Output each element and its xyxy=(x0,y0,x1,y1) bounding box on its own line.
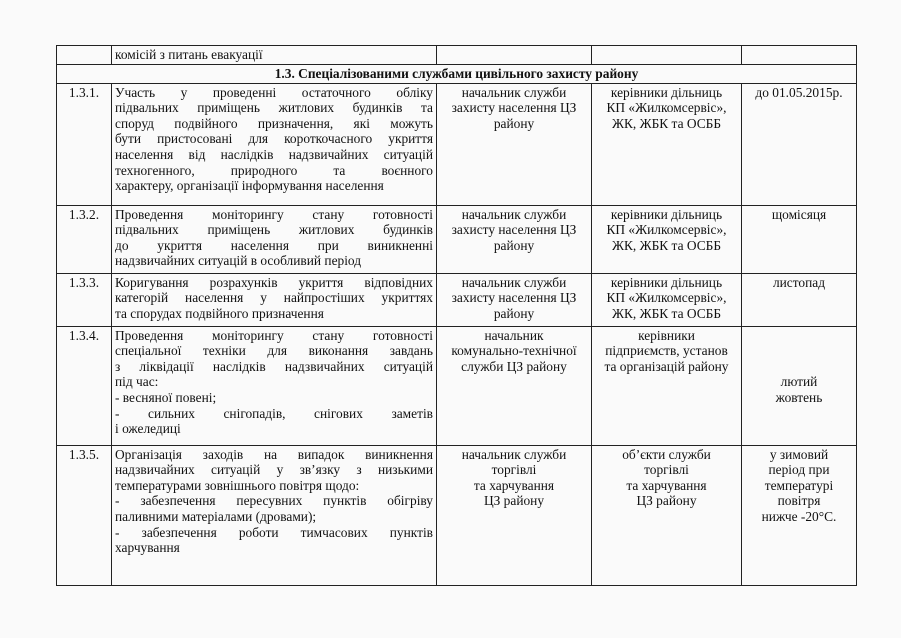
cell-text: комісій з питань евакуації xyxy=(115,47,263,62)
resp-line: начальник служби xyxy=(461,206,567,222)
resp-line: захисту населення ЦЗ xyxy=(451,100,577,116)
exec-line: КП «Жилкомсервіс», xyxy=(606,222,727,238)
desc-line: Проведення моніторингу стану готовності xyxy=(115,206,433,222)
exec-line: керівники дільниць xyxy=(610,206,723,222)
desc-cell xyxy=(112,326,437,445)
resp-line: ЦЗ району xyxy=(483,493,545,509)
desc-cell xyxy=(112,273,437,326)
exec-line: та організацій району xyxy=(604,358,729,374)
row-number: 1.3.2. xyxy=(57,205,112,273)
term-cell xyxy=(742,46,857,65)
desc-cell xyxy=(112,46,437,65)
exec-line: підприємств, установ xyxy=(605,343,728,359)
desc-line: характеру, організації інформування населення xyxy=(115,178,384,194)
resp-line: начальник xyxy=(484,327,544,343)
term-cell xyxy=(742,326,857,445)
term-cell xyxy=(742,273,857,326)
desc-cell xyxy=(112,445,437,585)
exec-line: ЖК, ЖБК та ОСББ xyxy=(611,115,722,131)
exec-line: торгівлі xyxy=(644,462,689,478)
desc-line: температурами зовнішнього повітря щодо: xyxy=(115,477,360,493)
row-number: 1.3.5. xyxy=(57,445,112,585)
resp-cell xyxy=(437,445,592,585)
resp-line: та харчування xyxy=(473,477,555,493)
resp-line: комунально-технічної xyxy=(451,343,577,359)
term-line: повітря xyxy=(777,493,821,509)
exec-cell xyxy=(592,83,742,205)
desc-line: та спорудах подвійного призначення xyxy=(115,305,324,321)
exec-cell xyxy=(592,205,742,273)
desc-line: під час: xyxy=(115,374,159,390)
desc-line: категорій населення у найпростіших укриттях xyxy=(115,290,433,306)
exec-line: керівники xyxy=(638,327,695,343)
desc-line: - забезпечення роботи тимчасових пунктів xyxy=(115,524,433,540)
exec-line: КП «Жилкомсервіс», xyxy=(606,290,727,306)
exec-line: керівники дільниць xyxy=(610,84,723,100)
resp-line: захисту населення ЦЗ xyxy=(451,290,577,306)
desc-line: - весняної повені; xyxy=(115,389,217,405)
resp-cell xyxy=(437,205,592,273)
desc-line: паливними матеріалами (дровами); xyxy=(115,508,317,524)
table-row xyxy=(57,326,857,445)
desc-line: - забезпечення пересувних пунктів обігріву xyxy=(115,493,433,509)
term-line: листопад xyxy=(772,274,826,290)
desc-line: до укриття населення при виникненні xyxy=(115,237,433,253)
section-title: 1.3. Спеціалізованими службами цивільного захисту району xyxy=(57,64,857,83)
term-line: жовтень xyxy=(775,389,823,405)
resp-cell xyxy=(437,46,592,65)
resp-line: начальник служби xyxy=(461,84,567,100)
term-line: лютий xyxy=(780,374,818,390)
exec-line: керівники дільниць xyxy=(610,274,723,290)
desc-line: Участь у проведенні остаточного обліку xyxy=(115,84,433,100)
exec-cell xyxy=(592,46,742,65)
desc-line: і ожеледиці xyxy=(115,421,181,437)
table-row xyxy=(57,445,857,585)
desc-line: населення від наслідків надзвичайних ситуацій xyxy=(115,146,433,162)
term-line: щомісяця xyxy=(771,206,827,222)
table-row xyxy=(57,205,857,273)
resp-cell xyxy=(437,273,592,326)
term-line: температурі xyxy=(764,477,834,493)
resp-line: служби ЦЗ району xyxy=(461,358,567,374)
desc-line: з ліквідації наслідків надзвичайних ситуацій xyxy=(115,358,433,374)
resp-line: району xyxy=(493,305,535,321)
desc-line: Коригування розрахунків укриття відповідних xyxy=(115,274,433,290)
resp-cell xyxy=(437,83,592,205)
desc-line: техногенного, природного та воєнного xyxy=(115,162,433,178)
row-number: 1.3.3. xyxy=(57,273,112,326)
resp-line: начальник служби xyxy=(461,446,567,462)
desc-line: надзвичайних ситуацій в особливий період xyxy=(115,253,362,269)
term-line: до 01.05.2015р. xyxy=(755,84,843,100)
term-line: нижче -20°С. xyxy=(761,508,837,524)
desc-line: підвальних приміщень житлових будинків та xyxy=(115,100,433,116)
table-row xyxy=(57,273,857,326)
desc-line: харчування xyxy=(115,540,180,556)
desc-line: надзвичайних ситуацій у зв’язку з низькими xyxy=(115,462,433,478)
exec-cell xyxy=(592,273,742,326)
exec-line: ЖК, ЖБК та ОСББ xyxy=(611,305,722,321)
section-row xyxy=(57,64,857,83)
table-row xyxy=(57,46,857,65)
term-cell xyxy=(742,445,857,585)
desc-cell xyxy=(112,83,437,205)
desc-line: Організація заходів на випадок виникнення xyxy=(115,446,433,462)
exec-line: об’єкти служби xyxy=(622,446,711,462)
row-number: 1.3.4. xyxy=(57,326,112,445)
desc-cell xyxy=(112,205,437,273)
term-line: період при xyxy=(768,462,830,478)
num-cell xyxy=(57,46,112,65)
exec-line: та харчування xyxy=(626,477,707,493)
resp-line: начальник служби xyxy=(461,274,567,290)
resp-cell xyxy=(437,326,592,445)
resp-line: району xyxy=(493,237,535,253)
exec-line: КП «Жилкомсервіс», xyxy=(606,100,727,116)
term-cell xyxy=(742,83,857,205)
exec-cell xyxy=(592,445,742,585)
desc-line: Проведення моніторингу стану готовності xyxy=(115,327,433,343)
resp-line: району xyxy=(493,115,535,131)
term-line: у зимовий xyxy=(769,446,829,462)
exec-cell xyxy=(592,326,742,445)
term-cell xyxy=(742,205,857,273)
exec-line: ЖК, ЖБК та ОСББ xyxy=(611,237,722,253)
desc-line: бути пристосовані для короткочасного укриття xyxy=(115,131,433,147)
desc-line: спеціальної техніки для виконання завдань xyxy=(115,343,433,359)
desc-line: споруд подвійного призначення, які можуть xyxy=(115,115,433,131)
table-row xyxy=(57,83,857,205)
exec-line: ЦЗ району xyxy=(636,493,697,509)
desc-line: підвальних приміщень житлових будинків xyxy=(115,222,433,238)
row-number: 1.3.1. xyxy=(57,83,112,205)
measures-table xyxy=(56,45,857,586)
desc-line: - сильних снігопадів, снігових заметів xyxy=(115,405,433,421)
resp-line: захисту населення ЦЗ xyxy=(451,222,577,238)
resp-line: торгівлі xyxy=(491,462,537,478)
